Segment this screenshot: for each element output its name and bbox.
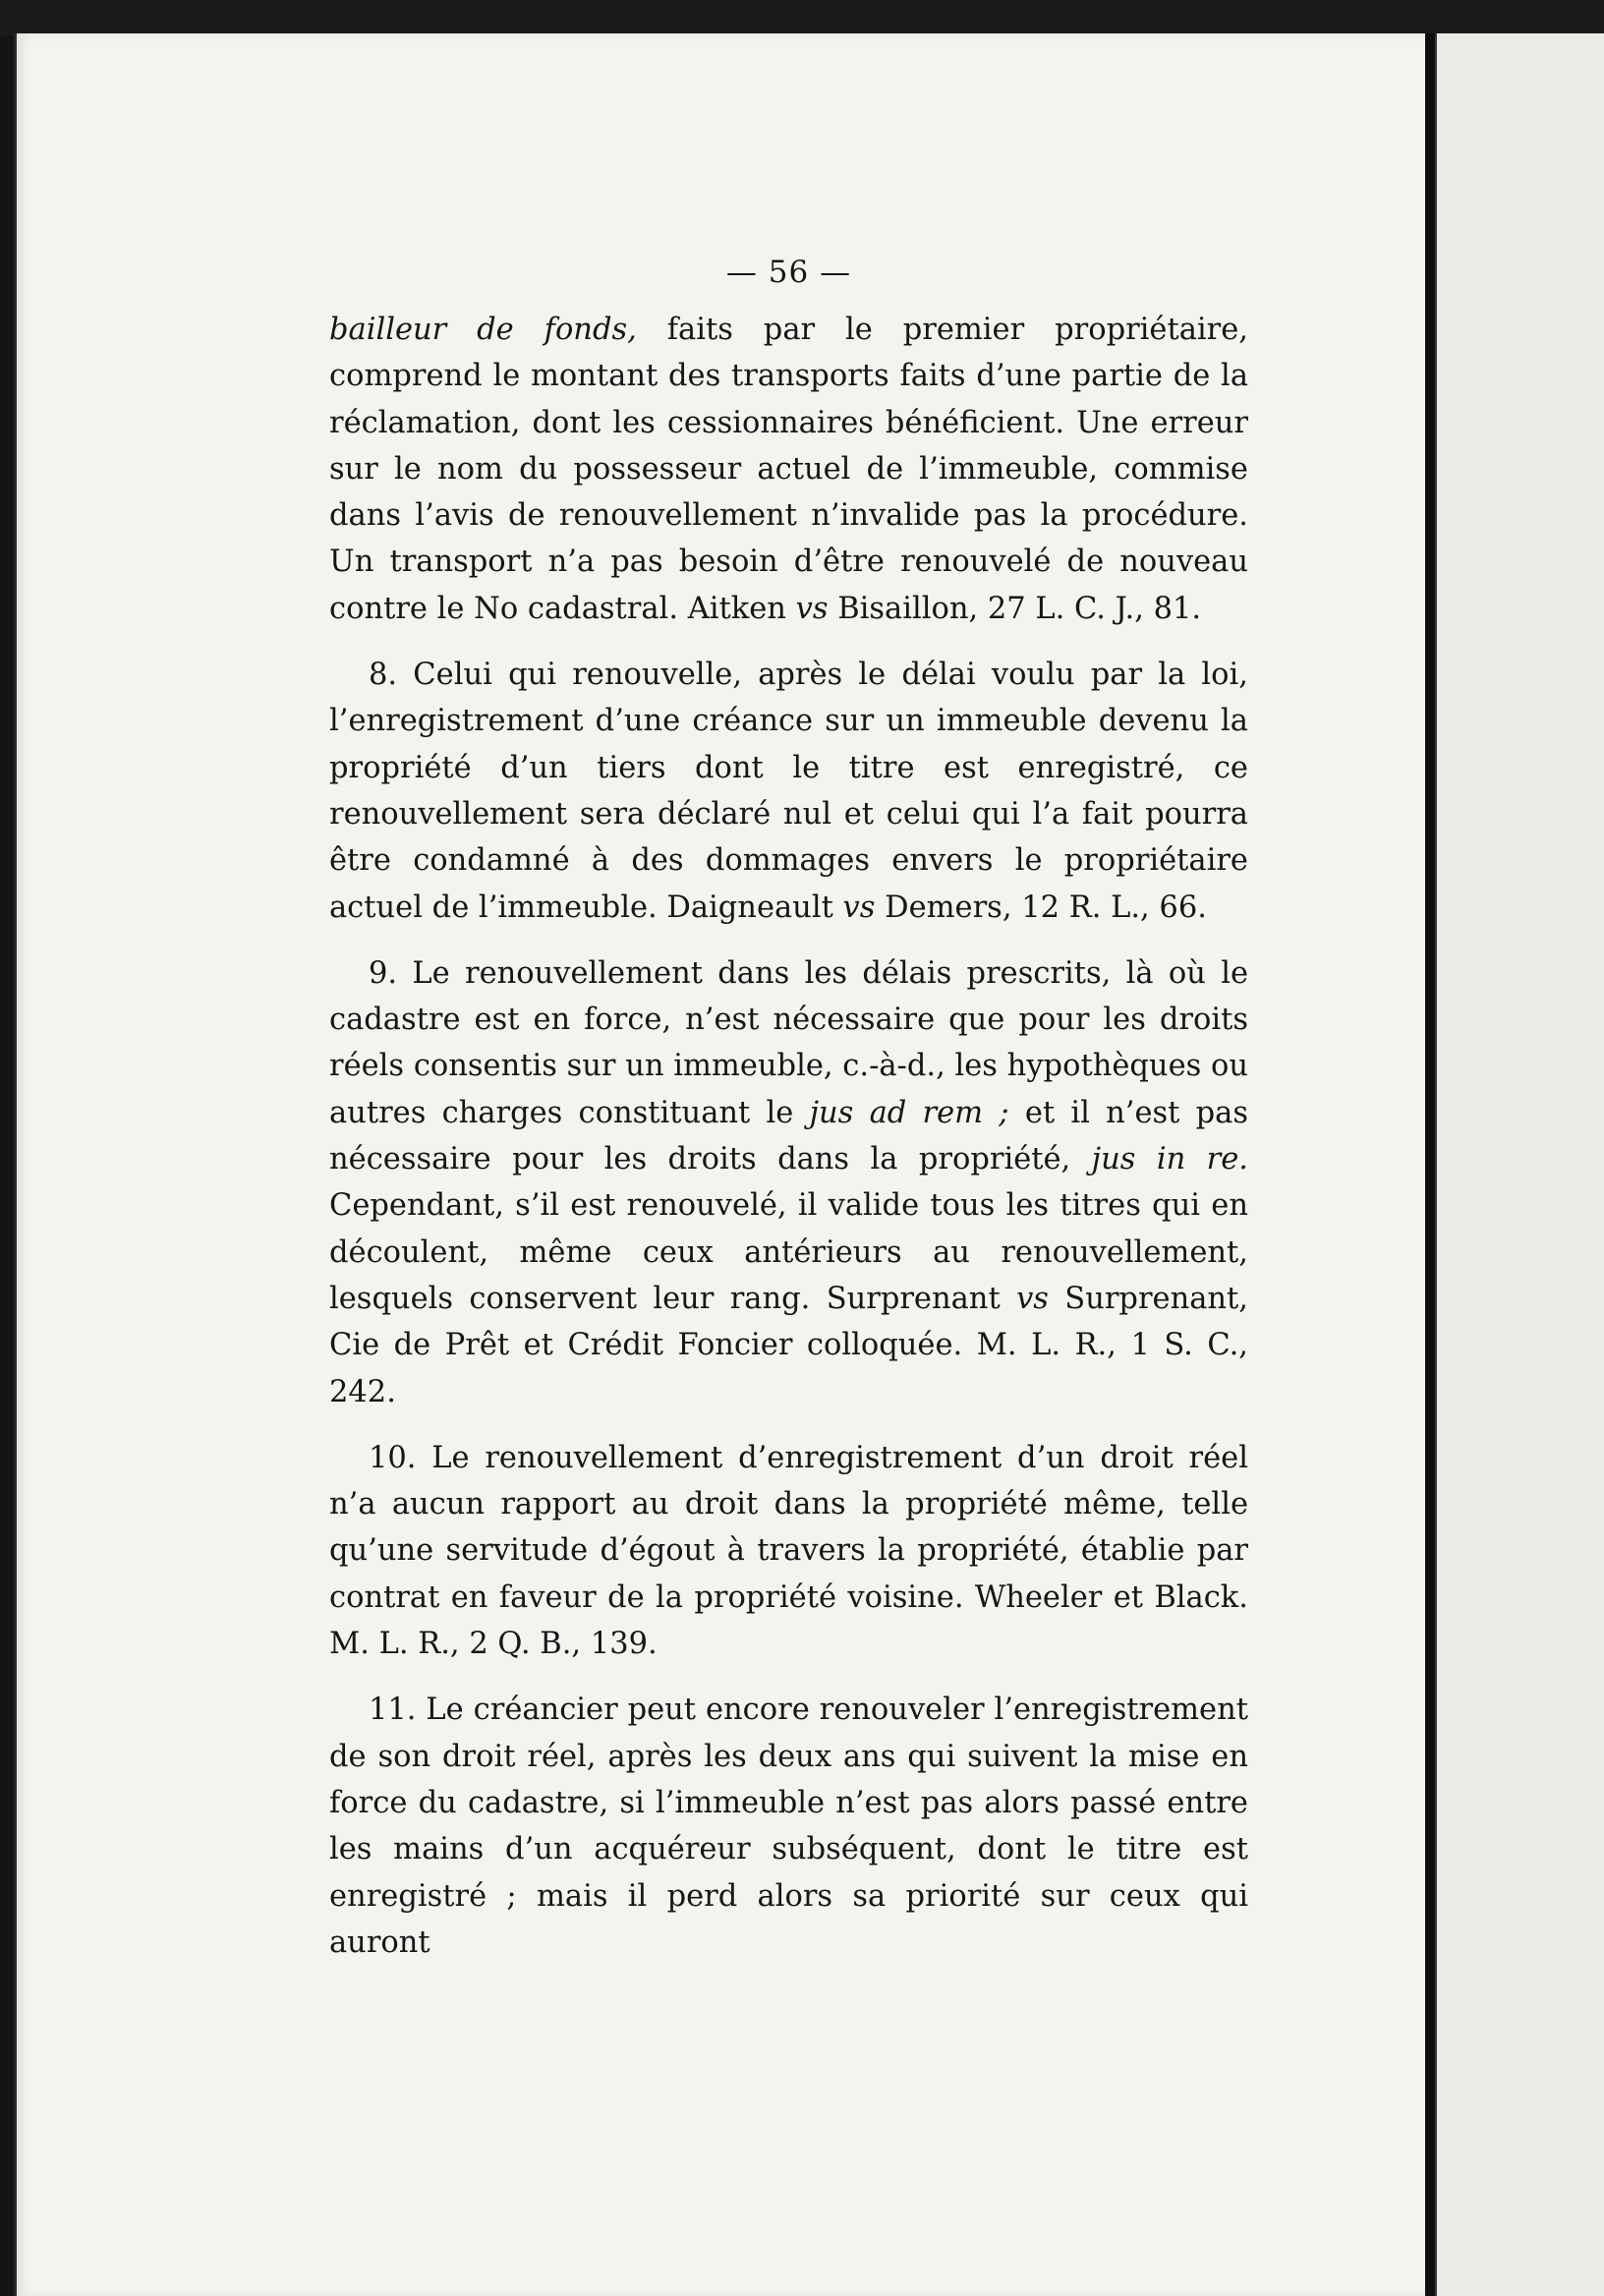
text-segment: jus in re.	[1091, 1142, 1248, 1177]
text-segment: jus ad rem ;	[809, 1095, 1009, 1130]
paragraph-10	[329, 1435, 1248, 1667]
text-segment: 8. Celui qui renouvelle, après le délai voulu par la loi, l’enregistrement d’une créance sur un immeuble devenu la propriété d’un tiers dont le titre est enregistré, ce renouvellement sera déclaré nul et celui qui l’a fait pourra être condamné à des dommages envers le propriétaire actuel de l’immeuble. Daigneault	[329, 658, 1248, 925]
paragraph-11	[329, 1687, 1248, 1966]
text-segment: 9. Le renouvellement dans les délais prescrits, là où le cadastre est en force, n’est nécessaire que pour les droits réels consentis sur un immeuble, c.-à-d., les hypothèques ou autres charges constituant le	[329, 955, 1248, 1130]
page-content	[329, 246, 1248, 1966]
text-segment: Bisaillon, 27 L. C. J., 81.	[828, 591, 1202, 626]
text-segment: 11. Le créancier peut encore renouveler l’enregistrement de son droit réel, après les deux ans qui suivent la mise en force du cadastre, si l’immeuble n’est pas alors passé entre les mains d’un acquéreur subséquent, dont le titre est enregistré ; mais il perd alors sa priorité sur ceux qui auront	[329, 1693, 1248, 1960]
text-segment: vs	[1016, 1281, 1049, 1316]
paragraph-8	[329, 652, 1248, 931]
adjacent-page-edge	[1435, 33, 1604, 2296]
paragraph-9	[329, 950, 1248, 1415]
scan-top-edge	[0, 0, 1604, 35]
page-number: — 56 —	[725, 255, 852, 290]
text-segment: et il n’est pas nécessaire pour les droits dans la propriété,	[329, 1095, 1248, 1177]
text-segment: bailleur de fonds,	[329, 313, 637, 347]
paragraph-continuation	[329, 307, 1248, 632]
text-segment: Demers, 12 R. L., 66.	[875, 890, 1207, 925]
text-segment: vs	[795, 591, 829, 626]
text-segment: vs	[842, 890, 876, 925]
book-binding	[1425, 33, 1435, 2296]
text-segment: Surprenant, Cie de Prêt et Crédit Foncier colloquée. M. L. R., 1 S. C., 242.	[329, 1281, 1249, 1409]
text-segment: 10. Le renouvellement d’enregistrement d’un droit réel n’a aucun rapport au droit dans la propriété même, telle qu’une servitude d’égout à travers la propriété, établie par contrat en faveur de la propriété voisine. Wheeler et Black. M. L. R., 2 Q. B., 139.	[329, 1440, 1248, 1662]
text-segment: Cependant, s’il est renouvelé, il valide tous les titres qui en découlent, même ceux antérieurs au renouvellement, lesquels conservent leur rang. Surprenant	[329, 1188, 1248, 1316]
text-segment: faits par le premier propriétaire, comprend le montant des transports faits d’une partie de la réclamation, dont les cessionnaires bénéficient. Une erreur sur le nom du possesseur actuel de l’immeuble, commise dans l’avis de renouvellement n’invalide pas la procédure. Un transport n’a pas besoin d’être renouvelé de nouveau contre le No cadastral. Aitken	[329, 313, 1249, 626]
